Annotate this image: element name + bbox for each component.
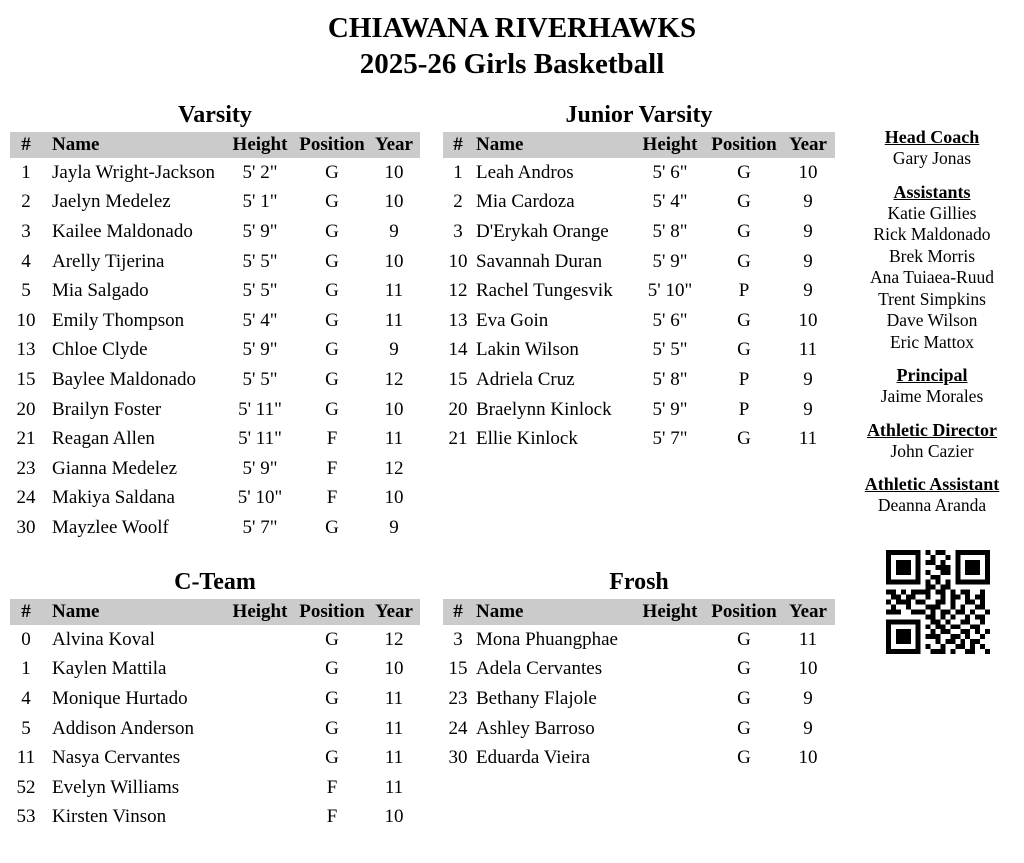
player-number: 1	[453, 161, 463, 183]
player-position: F	[326, 428, 338, 450]
player-number: 12	[448, 280, 468, 302]
player-year: 12	[384, 628, 404, 650]
player-year: 9	[803, 717, 813, 739]
player-row	[10, 684, 420, 714]
player-position: G	[737, 628, 751, 650]
table-header	[443, 132, 835, 158]
player-name: Eduarda Vieira	[476, 747, 591, 769]
player-row	[10, 276, 420, 306]
player-year: 9	[389, 220, 399, 242]
player-name: Mia Salgado	[52, 280, 149, 302]
player-year: 11	[384, 428, 404, 450]
player-row	[443, 217, 835, 247]
player-year: 10	[384, 161, 404, 183]
player-number: 15	[448, 368, 468, 390]
player-height: 5' 9"	[242, 339, 278, 361]
player-number: 21	[16, 428, 36, 450]
player-name: Emily Thompson	[52, 309, 185, 331]
player-position: G	[737, 717, 751, 739]
player-year: 9	[803, 687, 813, 709]
player-number: 3	[21, 220, 31, 242]
player-name: Rachel Tungesvik	[476, 280, 613, 302]
player-name: Kailee Maldonado	[52, 220, 193, 242]
player-number: 13	[16, 339, 36, 361]
player-height: 5' 2"	[242, 161, 278, 183]
player-name: Jayla Wright-Jackson	[52, 161, 215, 183]
player-position: P	[738, 280, 750, 302]
team-title-frosh: Frosh	[609, 569, 669, 595]
player-row	[10, 513, 420, 543]
staff-name: John Cazier	[890, 440, 974, 461]
table-header	[443, 599, 835, 625]
player-position: G	[325, 161, 339, 183]
column-header-position: Position	[711, 134, 777, 155]
player-name: Bethany Flajole	[476, 687, 597, 709]
player-number: 20	[16, 398, 36, 420]
player-position: G	[325, 516, 339, 538]
player-year: 10	[384, 250, 404, 272]
player-year: 10	[384, 658, 404, 680]
player-row	[10, 365, 420, 395]
player-row	[10, 336, 420, 366]
player-year: 10	[384, 806, 404, 828]
staff-role-heading: Athletic Assistant	[864, 474, 1000, 494]
column-header-year: Year	[789, 134, 827, 155]
player-position: G	[737, 250, 751, 272]
player-name: Leah Andros	[476, 161, 574, 183]
player-row	[10, 655, 420, 685]
player-number: 1	[21, 658, 31, 680]
player-year: 9	[389, 339, 399, 361]
column-header-number: #	[453, 601, 463, 622]
player-position: G	[325, 747, 339, 769]
player-position: G	[325, 658, 339, 680]
player-name: Nasya Cervantes	[52, 747, 181, 769]
player-number: 5	[21, 280, 31, 302]
player-number: 14	[448, 339, 468, 361]
player-number: 21	[448, 428, 468, 450]
player-year: 9	[803, 398, 813, 420]
player-position: G	[737, 220, 751, 242]
column-header-year: Year	[375, 134, 413, 155]
team-section-varsity	[10, 101, 420, 543]
qr-code-icon	[886, 550, 990, 654]
column-header-name: Name	[52, 134, 100, 155]
player-name: Arelly Tijerina	[52, 250, 165, 272]
team-title-junior-varsity: Junior Varsity	[565, 102, 713, 128]
player-position: G	[325, 368, 339, 390]
column-header-year: Year	[375, 601, 413, 622]
staff-role-heading: Assistants	[893, 181, 971, 202]
player-position: F	[326, 806, 338, 828]
player-position: G	[325, 191, 339, 213]
player-number: 2	[453, 191, 463, 213]
player-name: Gianna Medelez	[52, 457, 178, 479]
player-year: 9	[389, 516, 399, 538]
player-name: Kirsten Vinson	[52, 806, 167, 828]
staff-name: Dave Wilson	[886, 310, 978, 330]
player-height: 5' 7"	[652, 428, 688, 450]
player-height: 5' 9"	[242, 220, 278, 242]
player-year: 11	[798, 628, 818, 650]
player-name: Monique Hurtado	[52, 687, 188, 709]
player-number: 13	[448, 309, 468, 331]
player-name: Evelyn Williams	[52, 776, 180, 798]
player-position: G	[325, 717, 339, 739]
player-number: 30	[16, 516, 36, 538]
table-body-frosh	[443, 625, 835, 773]
column-header-height: Height	[642, 134, 698, 155]
player-row	[10, 424, 420, 454]
player-number: 1	[21, 161, 31, 183]
player-name: D'Erykah Orange	[476, 220, 609, 242]
staff-name: Deanna Aranda	[877, 495, 987, 515]
staff-name: Ana Tuiaea-Ruud	[870, 267, 994, 287]
player-number: 15	[16, 368, 36, 390]
player-year: 10	[798, 658, 818, 680]
player-name: Eva Goin	[476, 309, 549, 331]
player-row	[443, 276, 835, 306]
player-position: G	[737, 309, 751, 331]
player-height: 5' 7"	[242, 516, 278, 538]
player-position: G	[325, 309, 339, 331]
player-row	[443, 395, 835, 425]
column-header-number: #	[453, 134, 463, 155]
player-name: Reagan Allen	[52, 428, 155, 450]
team-section-c-team	[10, 568, 420, 832]
player-position: G	[325, 250, 339, 272]
player-number: 4	[21, 250, 31, 272]
player-number: 15	[448, 658, 468, 680]
player-number: 0	[21, 628, 31, 650]
player-name: Jaelyn Medelez	[52, 191, 171, 213]
column-header-position: Position	[299, 134, 365, 155]
column-header-height: Height	[642, 601, 698, 622]
player-name: Chloe Clyde	[52, 339, 148, 361]
player-height: 5' 8"	[652, 368, 688, 390]
player-position: F	[326, 457, 338, 479]
player-row	[443, 336, 835, 366]
page-header	[0, 10, 1024, 82]
player-year: 11	[384, 280, 404, 302]
player-number: 4	[21, 687, 31, 709]
player-number: 2	[21, 191, 31, 213]
column-header-number: #	[21, 134, 31, 155]
player-height: 5' 11"	[238, 398, 282, 420]
player-row	[10, 395, 420, 425]
player-row	[443, 247, 835, 277]
player-number: 30	[448, 747, 468, 769]
player-height: 5' 10"	[647, 280, 693, 302]
player-number: 3	[453, 628, 463, 650]
player-year: 11	[798, 339, 818, 361]
player-row	[443, 625, 835, 655]
player-height: 5' 10"	[237, 487, 283, 509]
staff-name: Eric Mattox	[889, 331, 975, 352]
player-height: 5' 5"	[242, 250, 278, 272]
player-position: F	[326, 487, 338, 509]
player-position: G	[325, 628, 339, 650]
player-height: 5' 5"	[242, 280, 278, 302]
player-row	[443, 188, 835, 218]
player-height: 5' 4"	[652, 191, 688, 213]
team-section-frosh	[443, 568, 835, 773]
column-header-height: Height	[232, 601, 288, 622]
player-name: Alvina Koval	[52, 628, 155, 650]
player-row	[10, 247, 420, 277]
player-row	[443, 306, 835, 336]
player-row	[443, 424, 835, 454]
table-header	[10, 599, 420, 625]
player-row	[10, 454, 420, 484]
player-name: Kaylen Mattila	[52, 658, 167, 680]
player-row	[10, 803, 420, 833]
table-body-c-team	[10, 625, 420, 832]
player-year: 9	[803, 250, 813, 272]
player-name: Ellie Kinlock	[476, 428, 578, 450]
staff-role-heading: Head Coach	[884, 127, 980, 147]
player-height: 5' 9"	[242, 457, 278, 479]
player-position: G	[737, 428, 751, 450]
player-height: 5' 5"	[242, 368, 278, 390]
player-year: 11	[798, 428, 818, 450]
player-name: Ashley Barroso	[476, 717, 595, 739]
player-name: Mona Phuangphae	[476, 628, 618, 650]
player-position: G	[325, 339, 339, 361]
column-header-position: Position	[711, 601, 777, 622]
player-position: G	[737, 747, 751, 769]
player-year: 11	[384, 776, 404, 798]
player-year: 11	[384, 309, 404, 331]
player-position: G	[737, 339, 751, 361]
player-year: 12	[384, 457, 404, 479]
player-number: 24	[16, 487, 36, 509]
player-row	[10, 625, 420, 655]
page-subtitle: 2025-26 Girls Basketball	[359, 48, 665, 80]
column-header-name: Name	[476, 601, 524, 622]
player-name: Adriela Cruz	[476, 368, 575, 390]
player-row	[10, 714, 420, 744]
player-year: 9	[803, 368, 813, 390]
player-number: 10	[16, 309, 36, 331]
player-row	[10, 773, 420, 803]
player-row	[443, 714, 835, 744]
staff-panel	[848, 126, 1016, 517]
player-year: 10	[384, 398, 404, 420]
team-section-junior-varsity	[443, 101, 835, 454]
page-title: CHIAWANA RIVERHAWKS	[327, 12, 697, 44]
table-body-varsity	[10, 158, 420, 543]
player-year: 9	[803, 280, 813, 302]
player-name: Mia Cardoza	[476, 191, 575, 213]
column-header-height: Height	[232, 134, 288, 155]
player-height: 5' 11"	[238, 428, 282, 450]
player-number: 23	[448, 687, 468, 709]
player-height: 5' 6"	[652, 161, 688, 183]
player-name: Mayzlee Woolf	[52, 516, 169, 538]
player-position: G	[737, 687, 751, 709]
player-height: 5' 9"	[652, 250, 688, 272]
player-position: G	[737, 191, 751, 213]
player-position: G	[737, 658, 751, 680]
player-height: 5' 1"	[242, 191, 278, 213]
player-position: G	[325, 687, 339, 709]
player-year: 11	[384, 747, 404, 769]
player-position: G	[325, 398, 339, 420]
player-number: 52	[16, 776, 36, 798]
player-row	[10, 188, 420, 218]
column-header-name: Name	[476, 134, 524, 155]
player-year: 10	[798, 161, 818, 183]
player-position: F	[326, 776, 338, 798]
player-row	[443, 655, 835, 685]
player-name: Savannah Duran	[476, 250, 603, 272]
player-row	[443, 365, 835, 395]
player-year: 9	[803, 220, 813, 242]
player-row	[443, 684, 835, 714]
team-title-c-team: C-Team	[174, 569, 256, 595]
player-position: P	[738, 398, 750, 420]
player-name: Baylee Maldonado	[52, 368, 197, 390]
player-year: 12	[384, 368, 404, 390]
table-header	[10, 132, 420, 158]
player-name: Braelynn Kinlock	[476, 398, 612, 420]
player-year: 10	[384, 191, 404, 213]
player-row	[10, 484, 420, 514]
staff-role-heading: Principal	[896, 365, 968, 385]
player-height: 5' 8"	[652, 220, 688, 242]
player-number: 53	[16, 806, 36, 828]
player-name: Lakin Wilson	[476, 339, 579, 361]
player-height: 5' 4"	[242, 309, 278, 331]
player-number: 10	[448, 250, 468, 272]
player-position: G	[737, 161, 751, 183]
column-header-name: Name	[52, 601, 100, 622]
player-number: 24	[448, 717, 468, 739]
staff-role-heading: Athletic Director	[866, 419, 998, 440]
player-name: Brailyn Foster	[52, 398, 162, 420]
player-row	[10, 306, 420, 336]
player-year: 10	[384, 487, 404, 509]
column-header-year: Year	[789, 601, 827, 622]
player-position: G	[325, 280, 339, 302]
player-height: 5' 5"	[652, 339, 688, 361]
player-year: 9	[803, 191, 813, 213]
player-height: 5' 9"	[652, 398, 688, 420]
player-year: 10	[798, 747, 818, 769]
column-header-position: Position	[299, 601, 365, 622]
player-number: 3	[453, 220, 463, 242]
column-header-number: #	[21, 601, 31, 622]
player-row	[10, 158, 420, 188]
team-title-varsity: Varsity	[178, 102, 252, 128]
player-row	[443, 158, 835, 188]
player-number: 5	[21, 717, 31, 739]
player-year: 10	[798, 309, 818, 331]
player-position: P	[738, 368, 750, 390]
player-number: 23	[16, 457, 36, 479]
player-name: Addison Anderson	[52, 717, 194, 739]
player-number: 11	[16, 747, 36, 769]
player-position: G	[325, 220, 339, 242]
player-year: 11	[384, 717, 404, 739]
player-name: Makiya Saldana	[52, 487, 175, 509]
player-row	[10, 217, 420, 247]
player-row	[10, 743, 420, 773]
player-height: 5' 6"	[652, 309, 688, 331]
player-name: Adela Cervantes	[476, 658, 603, 680]
staff-name: Gary Jonas	[892, 148, 972, 168]
player-year: 11	[384, 687, 404, 709]
player-number: 20	[448, 398, 468, 420]
staff-name: Brek Morris	[888, 245, 976, 266]
staff-name: Rick Maldonado	[873, 224, 991, 244]
staff-name: Trent Simpkins	[878, 288, 986, 309]
player-row	[443, 743, 835, 773]
staff-name: Jaime Morales	[880, 386, 984, 406]
staff-name: Katie Gillies	[887, 202, 977, 223]
table-body-junior-varsity	[443, 158, 835, 454]
